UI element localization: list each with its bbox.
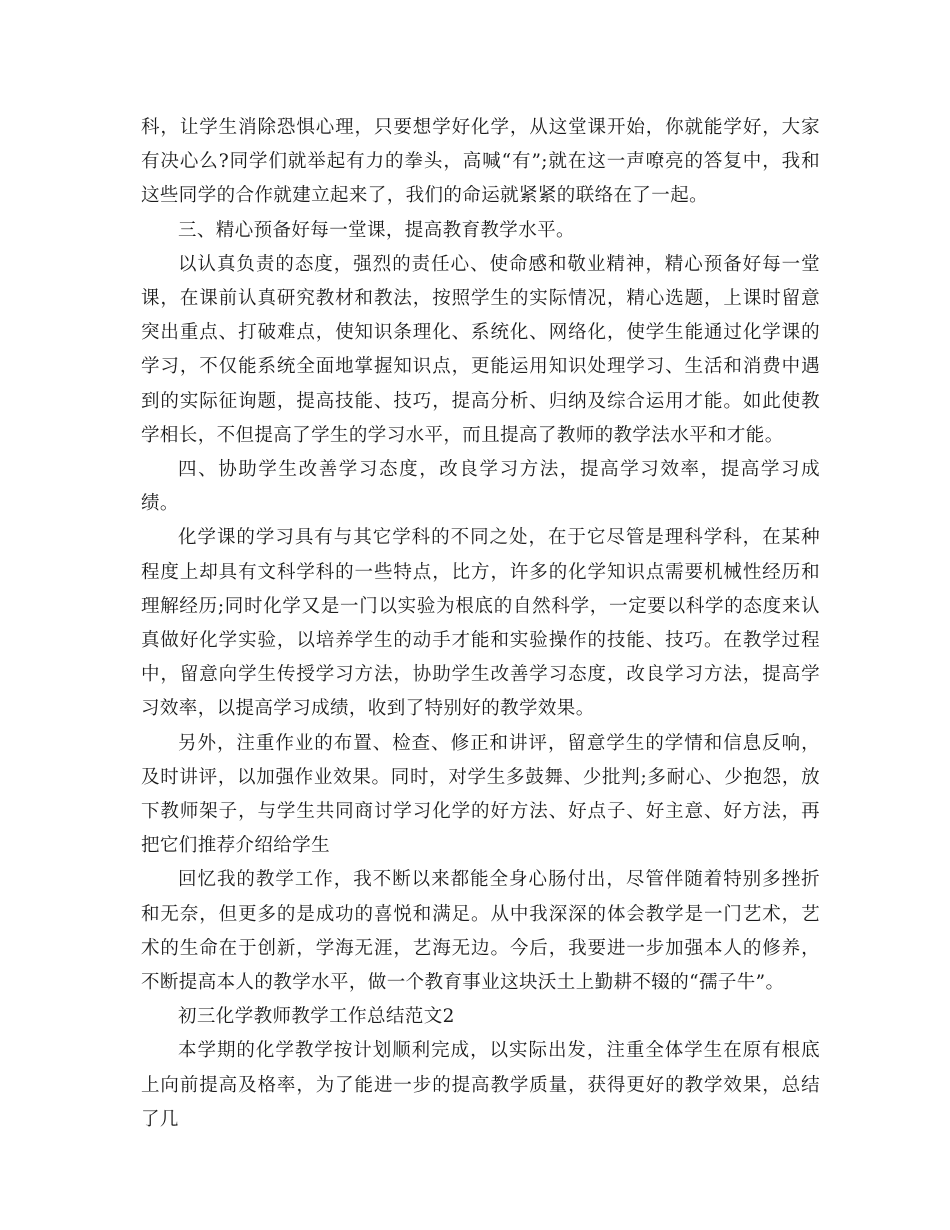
paragraph-continuation: 科，让学生消除恐惧心理，只要想学好化学，从这堂课开始，你就能学好，大家有决心么?同学们就举起有力的拳头，高喊“有”;就在这一声嘹亮的答复中，我和这些同学的合作就建立起来了，我们的命运就紧紧的联络在了一起。 bbox=[141, 117, 820, 207]
paragraph: 以认真负责的态度，强烈的责任心、使命感和敬业精神，精心预备好每一堂课，在课前认真研究教材和教法，按照学生的实际情况，精心选题，上课时留意突出重点、打破难点，使知识条理化、系统化、网络化，使学生能通过化学课的学习，不仅能系统全面地掌握知识点，更能运用知识处理学习、生活和消费中遇到的实际征询题，提高技能、技巧，提高分析、归纳及综合运用才能。如此使教学相长，不但提高了学生的学习水平，而且提高了教师的教学法水平和才能。 bbox=[141, 253, 820, 446]
section-heading-four: 四、协助学生改善学习态度，改良学习方法，提高学习效率，提高学习成绩。 bbox=[141, 459, 820, 515]
section-heading-three: 三、精心预备好每一堂课，提高教育教学水平。 bbox=[178, 219, 575, 241]
paragraph: 回忆我的教学工作，我不断以来都能全身心肠付出，尽管伴随着特别多挫折和无奈，但更多的是成功的喜悦和满足。从中我深深的体会教学是一门艺术，艺术的生命在于创新，学海无涯，艺海无边。今后，我要进一步加强本人的修养，不断提高本人的教学水平，做一个教育事业这块沃土上勤耕不辍的“孺子牛”。 bbox=[141, 869, 820, 994]
paragraph: 化学课的学习具有与其它学科的不同之处，在于它尽管是理科学科，在某种程度上却具有文科学科的一些特点，比方，许多的化学知识点需要机械性经历和理解经历;同时化学又是一门以实验为根底的自然科学，一定要以科学的态度来认真做好化学实验，以培养学生的动手才能和实验操作的技能、技巧。在教学过程中，留意向学生传授学习方法，协助学生改善学习态度，改良学习方法，提高学习效率，以提高学习成绩，收到了特别好的教学效果。 bbox=[141, 527, 820, 720]
article-subtitle: 初三化学教师教学工作总结范文2 bbox=[178, 1006, 455, 1028]
paragraph: 本学期的化学教学按计划顺利完成，以实际出发，注重全体学生在原有根底上向前提高及格率，为了能进一步的提高教学质量，获得更好的教学效果，总结了几 bbox=[141, 1040, 820, 1130]
paragraph: 另外，注重作业的布置、检查、修正和讲评，留意学生的学情和信息反响，及时讲评，以加强作业效果。同时，对学生多鼓舞、少批判;多耐心、少抱怨，放下教师架子，与学生共同商讨学习化学的好方法、好点子、好主意、好方法，再把它们推荐介绍给学生 bbox=[141, 732, 820, 857]
